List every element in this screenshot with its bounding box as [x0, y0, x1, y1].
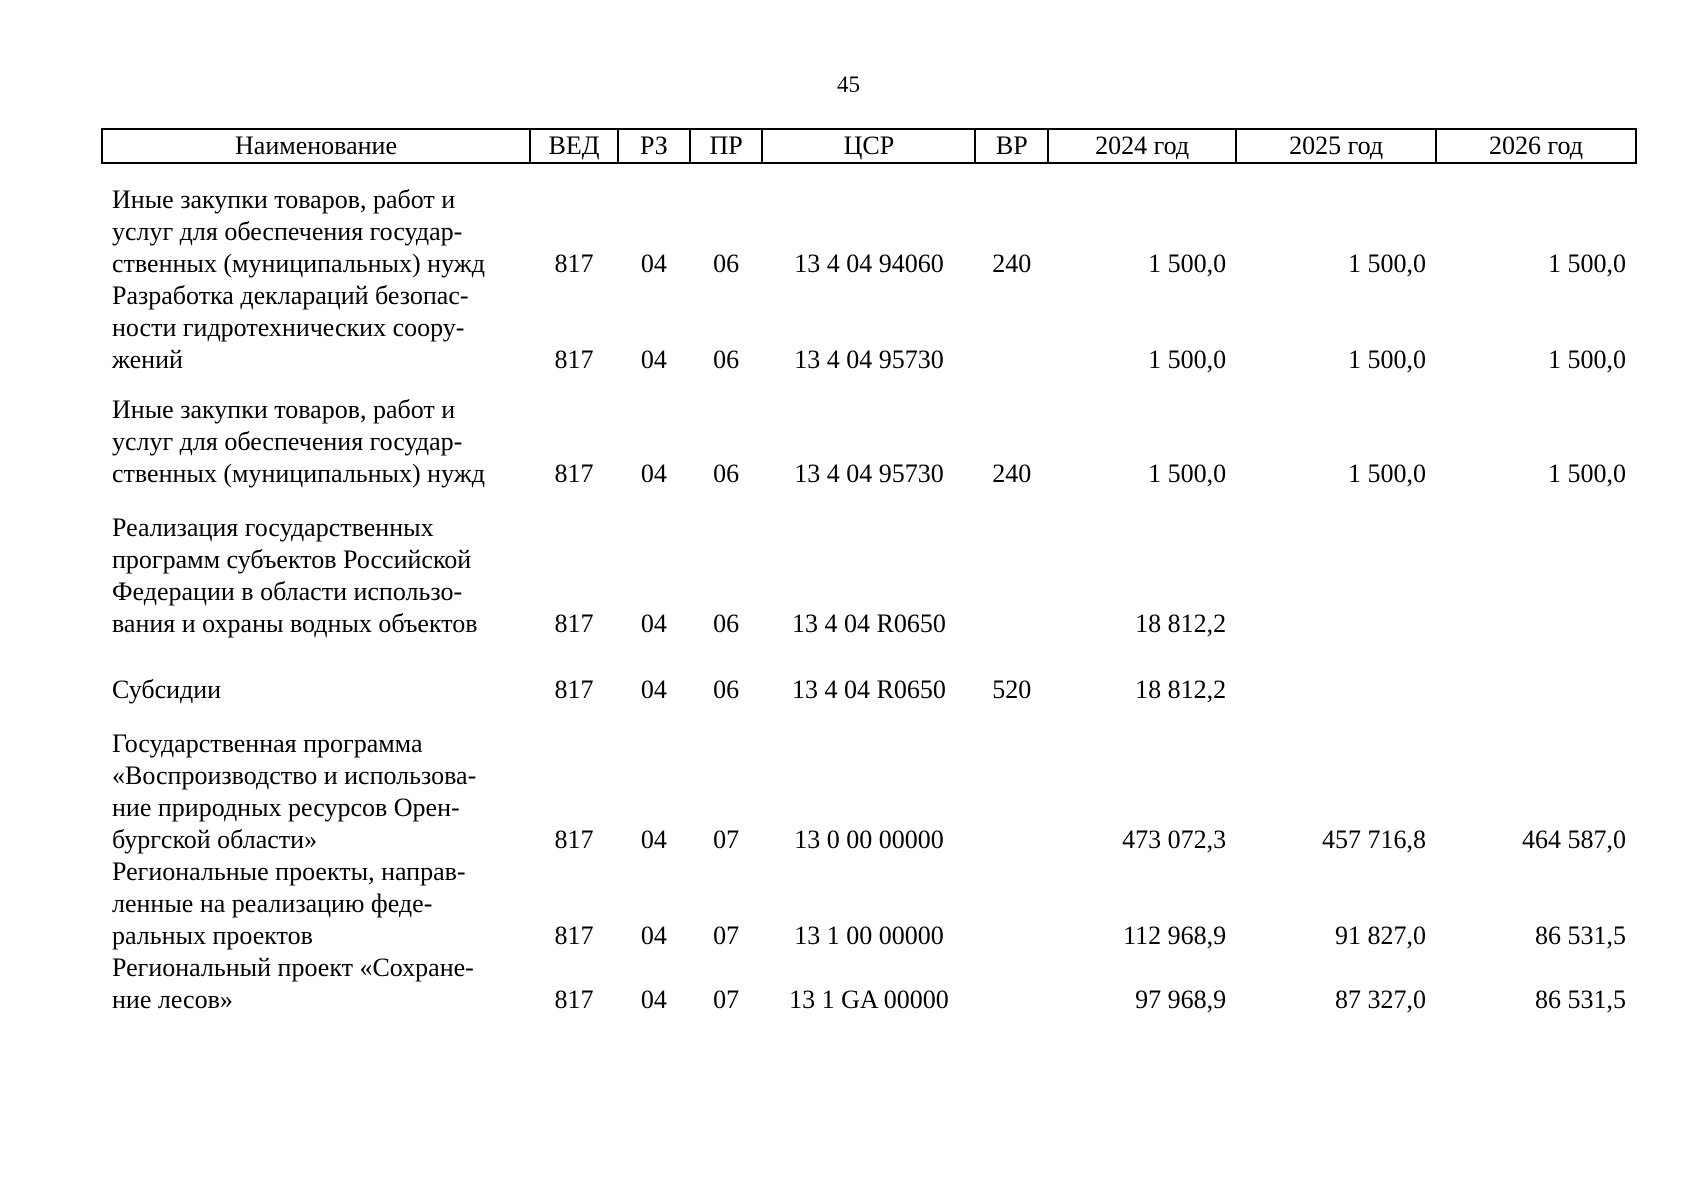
cell-2025 — [1236, 640, 1436, 706]
cell-2025: 91 827,0 — [1335, 921, 1427, 950]
cell-pr: 06 — [713, 609, 740, 638]
name-line: Разработка деклараций безопас- — [112, 281, 469, 310]
header-2024: 2024 год — [1048, 129, 1236, 163]
cell-rz: 04 — [640, 609, 667, 638]
table-body — [102, 163, 1636, 1016]
cell-name — [102, 490, 530, 640]
cell-ved: 817 — [554, 345, 594, 374]
cell-2024: 1 500,0 — [1148, 249, 1227, 278]
name-line: Региональный проект «Сохране- — [112, 953, 474, 982]
header-pr: ПР — [690, 129, 763, 163]
name-line: «Воспроизводство и использова- — [112, 761, 477, 790]
cell-pr: 06 — [713, 249, 740, 278]
cell-2026: 86 531,5 — [1535, 985, 1626, 1014]
cell-name — [102, 706, 530, 856]
cell-2025: 87 327,0 — [1335, 985, 1427, 1014]
cell-csr: 13 4 04 R0650 — [792, 609, 946, 638]
cell-2024: 97 968,9 — [1135, 985, 1227, 1014]
header-2026: 2026 год — [1436, 129, 1636, 163]
name-line: ленные на реализацию феде- — [112, 889, 433, 918]
cell-vr: 240 — [992, 459, 1032, 488]
cell-2025: 1 500,0 — [1348, 345, 1427, 374]
cell-rz: 04 — [640, 825, 667, 854]
name-line: Иные закупки товаров, работ и — [112, 395, 456, 424]
name-line: ние лесов» — [112, 985, 233, 1014]
cell-vr — [975, 706, 1048, 856]
cell-ved: 817 — [554, 825, 594, 854]
cell-rz: 04 — [640, 459, 667, 488]
cell-2026: 464 587,0 — [1522, 825, 1626, 854]
cell-name — [102, 376, 530, 490]
name-line: Федерации в области использо- — [112, 577, 463, 606]
page-number: 45 — [837, 72, 860, 97]
cell-2026: 1 500,0 — [1548, 249, 1626, 278]
cell-rz: 04 — [640, 675, 667, 704]
name-line: жений — [112, 345, 183, 374]
cell-2024: 1 500,0 — [1148, 345, 1227, 374]
name-line: Региональные проекты, направ- — [112, 857, 466, 886]
name-line: вания и охраны водных объектов — [112, 609, 478, 638]
cell-vr: 520 — [992, 675, 1032, 704]
table-row — [102, 706, 1636, 856]
cell-csr: 13 4 04 95730 — [794, 459, 944, 488]
cell-vr: 240 — [992, 249, 1032, 278]
table-row — [102, 376, 1636, 490]
cell-vr — [975, 952, 1048, 1016]
name-line: ственных (муниципальных) нужд — [112, 249, 485, 278]
cell-2026: 86 531,5 — [1535, 921, 1626, 950]
header-name: Наименование — [102, 129, 530, 163]
table-row — [102, 952, 1636, 1016]
cell-2025: 1 500,0 — [1348, 249, 1427, 278]
cell-2026: 1 500,0 — [1548, 345, 1626, 374]
cell-csr: 13 1 GA 00000 — [789, 985, 949, 1014]
cell-rz: 04 — [640, 921, 667, 950]
cell-2024: 1 500,0 — [1148, 459, 1227, 488]
name-line: ральных проектов — [112, 921, 313, 950]
table-row — [102, 163, 1636, 280]
cell-csr: 13 4 04 94060 — [794, 249, 944, 278]
cell-2024: 18 812,2 — [1135, 609, 1227, 638]
cell-ved: 817 — [554, 609, 594, 638]
cell-csr: 13 0 00 00000 — [794, 825, 944, 854]
cell-2026 — [1436, 490, 1636, 640]
budget-table — [101, 128, 1637, 1016]
cell-2026: 1 500,0 — [1548, 459, 1626, 488]
table-row — [102, 856, 1636, 952]
cell-ved: 817 — [554, 985, 594, 1014]
cell-pr: 06 — [713, 345, 740, 374]
cell-name — [102, 163, 530, 280]
cell-2025: 457 716,8 — [1322, 825, 1427, 854]
cell-ved: 817 — [554, 249, 594, 278]
name-line: бургской области» — [112, 825, 318, 854]
cell-csr: 13 1 00 00000 — [794, 921, 944, 950]
header-csr: ЦСР — [762, 129, 975, 163]
name-line: Субсидии — [112, 675, 222, 704]
cell-pr: 07 — [713, 921, 740, 950]
name-line: программ субъектов Российской — [112, 545, 472, 574]
table-row — [102, 640, 1636, 706]
header-row — [102, 129, 1636, 163]
cell-ved: 817 — [554, 921, 594, 950]
cell-vr — [975, 856, 1048, 952]
cell-2024: 112 968,9 — [1123, 921, 1227, 950]
cell-2026 — [1436, 640, 1636, 706]
name-line: ственных (муниципальных) нужд — [112, 459, 485, 488]
name-line: услуг для обеспечения государ- — [112, 217, 463, 246]
cell-2025: 1 500,0 — [1348, 459, 1427, 488]
table-row — [102, 490, 1636, 640]
cell-csr: 13 4 04 R0650 — [792, 675, 946, 704]
header-vr: ВР — [975, 129, 1048, 163]
name-line: Иные закупки товаров, работ и — [112, 185, 456, 214]
cell-rz: 04 — [640, 985, 667, 1014]
cell-name — [102, 640, 530, 706]
name-line: Государственная программа — [112, 729, 423, 758]
cell-name — [102, 280, 530, 376]
cell-rz: 04 — [640, 345, 667, 374]
cell-rz: 04 — [640, 249, 667, 278]
name-line: ние природных ресурсов Орен- — [112, 793, 460, 822]
cell-2024: 473 072,3 — [1122, 825, 1227, 854]
header-2025: 2025 год — [1236, 129, 1436, 163]
cell-2025 — [1236, 490, 1436, 640]
name-line: Реализация государственных — [112, 513, 434, 542]
cell-vr — [975, 490, 1048, 640]
header-ved: ВЕД — [530, 129, 618, 163]
cell-ved: 817 — [554, 675, 594, 704]
name-line: ности гидротехнических соору- — [112, 313, 465, 342]
cell-vr — [975, 280, 1048, 376]
cell-csr: 13 4 04 95730 — [794, 345, 944, 374]
name-line: услуг для обеспечения государ- — [112, 427, 463, 456]
table-row — [102, 280, 1636, 376]
cell-name — [102, 952, 530, 1016]
cell-2024: 18 812,2 — [1135, 675, 1227, 704]
cell-ved: 817 — [554, 459, 594, 488]
cell-pr: 07 — [713, 825, 740, 854]
header-rz: РЗ — [618, 129, 690, 163]
cell-name — [102, 856, 530, 952]
cell-pr: 06 — [713, 459, 740, 488]
cell-pr: 07 — [713, 985, 740, 1014]
cell-pr: 06 — [713, 675, 740, 704]
